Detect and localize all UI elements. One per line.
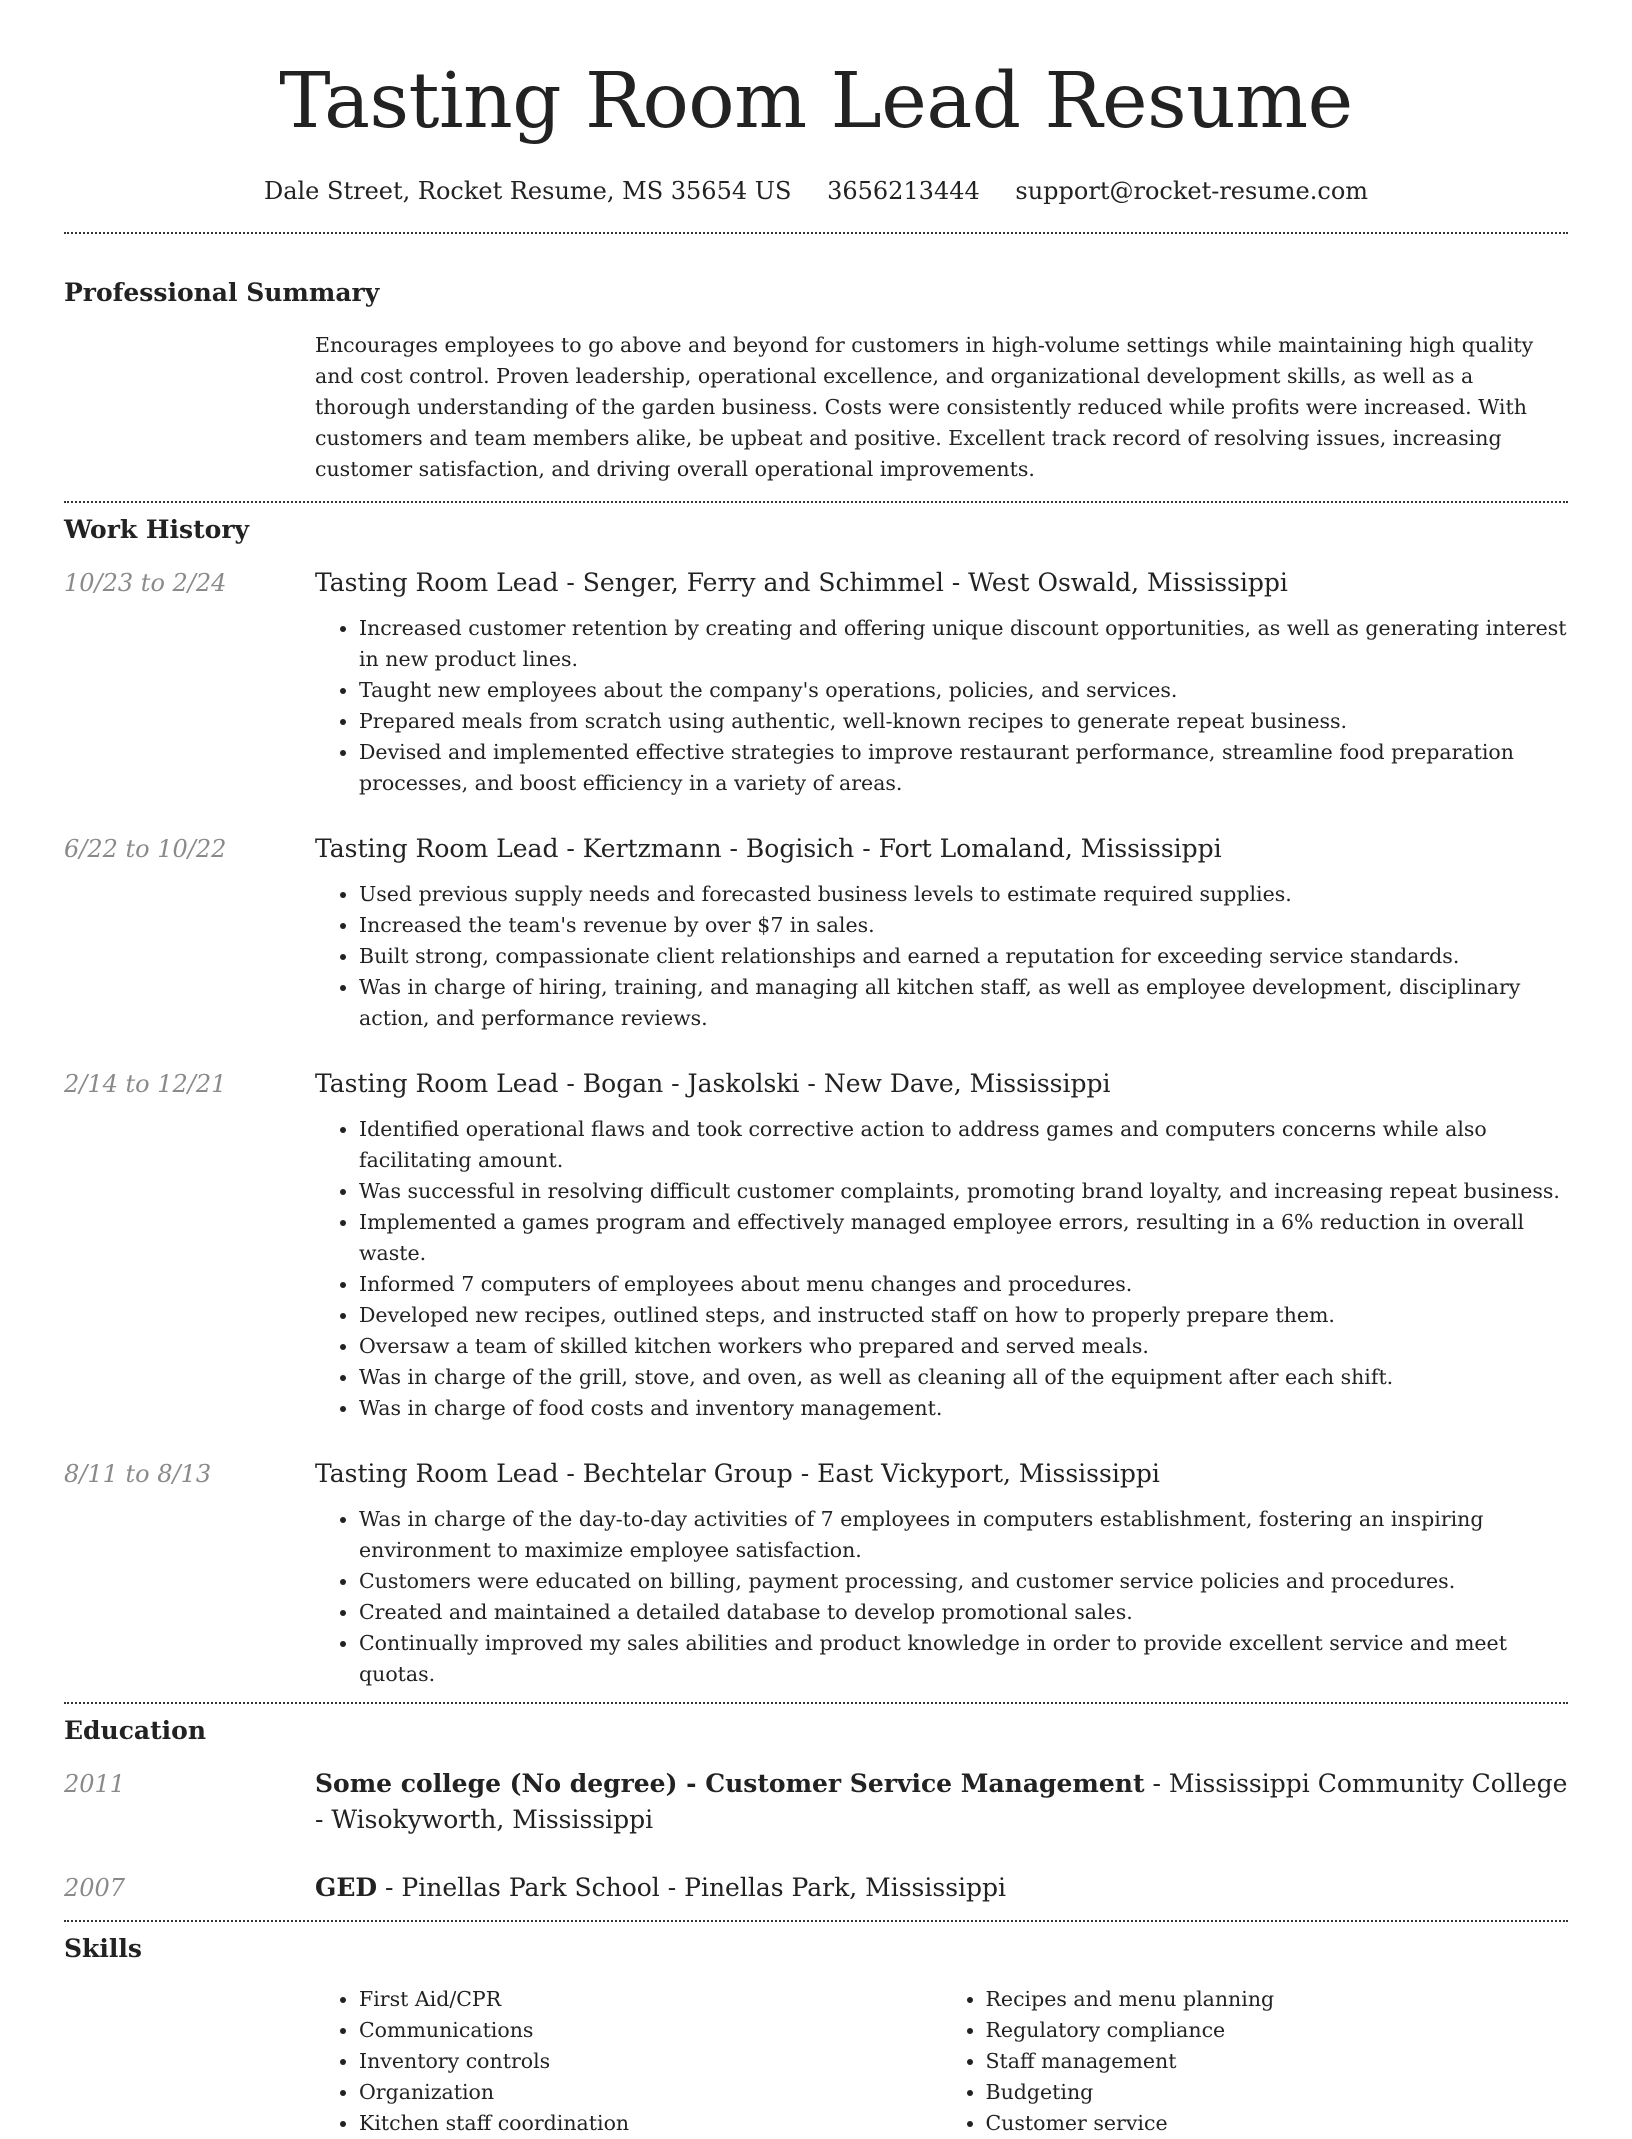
- bullet-item: • Identified operational flaws and took corrective action to address games and computers concerns while also facilitating amount.: [359, 1114, 1568, 1176]
- bullet-item: • Used previous supply needs and forecasted business levels to estimate required supplies.: [359, 879, 1568, 910]
- job-title: Tasting Room Lead - Senger, Ferry and Schimmel - West Oswald, Mississippi: [315, 568, 1288, 597]
- summary-heading: Professional Summary: [64, 278, 380, 307]
- job-title: Tasting Room Lead - Bogan - Jaskolski - New Dave, Mississippi: [315, 1069, 1111, 1098]
- job-entry: [64, 1066, 1568, 1424]
- education-title: [315, 1766, 1568, 1838]
- bullet-item: • Taught new employees about the company's operations, policies, and services.: [359, 675, 1568, 706]
- bullet-item: • Customers were educated on billing, payment processing, and customer service policies and procedures.: [359, 1566, 1568, 1597]
- job-title: Tasting Room Lead - Bechtelar Group - East Vickyport, Mississippi: [315, 1459, 1160, 1488]
- education-entry: [64, 1766, 1568, 1838]
- bullet-item: • Was in charge of hiring, training, and managing all kitchen staff, as well as employee development, disciplinary action, and performance reviews.: [359, 972, 1568, 1034]
- skills-heading: Skills: [64, 1934, 142, 1963]
- resume-page: [64, 0, 1568, 2139]
- contact-email: support@rocket-resume.com: [1015, 177, 1369, 205]
- skill-item: • Inventory controls: [359, 2046, 942, 2077]
- job-title: Tasting Room Lead - Kertzmann - Bogisich - Fort Lomaland, Mississippi: [315, 834, 1222, 863]
- bullet-item: • Was successful in resolving difficult customer complaints, promoting brand loyalty, and increasing repeat business.: [359, 1176, 1568, 1207]
- skill-item: • Staff management: [986, 2046, 1569, 2077]
- divider: [64, 232, 1568, 234]
- skill-item: • Organization: [359, 2077, 942, 2108]
- contact-phone: 3656213444: [827, 177, 980, 205]
- bullet-item: • Increased the team's revenue by over $7 in sales.: [359, 910, 1568, 941]
- divider: [64, 1702, 1568, 1704]
- education-degree: Some college (No degree) - Customer Service Management: [315, 1769, 1145, 1798]
- job-bullets: [315, 613, 1568, 799]
- skill-item: • First Aid/CPR: [359, 1984, 942, 2015]
- summary-text: Encourages employees to go above and beyond for customers in high-volume settings while maintaining high quality and cost control. Proven leadership, operational excellence, and organizational development skills, as well as a thorough understanding of the garden business. Costs were consistently reduced while profits were increased. With customers and team members alike, be upbeat and positive. Excellent track record of resolving issues, increasing customer satisfaction, and driving overall operational improvements.: [315, 333, 1534, 481]
- bullet-item: • Built strong, compassionate client relationships and earned a reputation for exceeding service standards.: [359, 941, 1568, 972]
- education-degree: GED: [315, 1873, 378, 1902]
- divider: [64, 1920, 1568, 1922]
- contact-line: [64, 173, 1568, 209]
- job-dates: 8/11 to 8/13: [64, 1460, 212, 1488]
- bullet-item: • Implemented a games program and effectively managed employee errors, resulting in a 6% reduction in overall waste.: [359, 1207, 1568, 1269]
- skill-item: • Budgeting: [986, 2077, 1569, 2108]
- education-heading: Education: [64, 1716, 207, 1745]
- bullet-item: • Was in charge of the grill, stove, and oven, as well as cleaning all of the equipment after each shift.: [359, 1362, 1568, 1393]
- job-bullets: [315, 879, 1568, 1034]
- education-date: 2011: [64, 1770, 126, 1798]
- education-school: - Pinellas Park School - Pinellas Park, Mississippi: [377, 1873, 1007, 1902]
- work-history-heading: Work History: [64, 515, 250, 544]
- contact-address: Dale Street, Rocket Resume, MS 35654 US: [263, 177, 792, 205]
- skill-item: • Customer service: [986, 2108, 1569, 2139]
- divider: [64, 501, 1568, 503]
- bullet-item: • Was in charge of the day-to-day activities of 7 employees in computers establishment, fostering an inspiring environment to maximize employee satisfaction.: [359, 1504, 1568, 1566]
- education-title: [315, 1870, 1568, 1906]
- skill-item: • Regulatory compliance: [986, 2015, 1569, 2046]
- job-dates: 6/22 to 10/22: [64, 835, 227, 863]
- skills-list: [315, 1984, 1568, 2139]
- job-bullets: [315, 1504, 1568, 1690]
- bullet-item: • Continually improved my sales abilities and product knowledge in order to provide excellent service and meet quotas.: [359, 1628, 1568, 1690]
- bullet-item: • Was in charge of food costs and inventory management.: [359, 1393, 1568, 1424]
- skills-column-left: [315, 1984, 942, 2139]
- education-school: - Mississippi Community College - Wisokyworth, Mississippi: [315, 1769, 1568, 1834]
- job-entry: [64, 1456, 1568, 1690]
- skill-item: • Recipes and menu planning: [986, 1984, 1569, 2015]
- skill-item: • Kitchen staff coordination: [359, 2108, 942, 2139]
- skill-item: • Communications: [359, 2015, 942, 2046]
- job-dates: 10/23 to 2/24: [64, 569, 227, 597]
- bullet-item: • Increased customer retention by creating and offering unique discount opportunities, as well as generating interest in new product lines.: [359, 613, 1568, 675]
- resume-title: Tasting Room Lead Resume: [279, 57, 1353, 146]
- bullet-item: • Developed new recipes, outlined steps, and instructed staff on how to properly prepare them.: [359, 1300, 1568, 1331]
- job-entry: [64, 565, 1568, 799]
- bullet-item: • Created and maintained a detailed database to develop promotional sales.: [359, 1597, 1568, 1628]
- bullet-item: • Prepared meals from scratch using authentic, well-known recipes to generate repeat business.: [359, 706, 1568, 737]
- bullet-item: • Oversaw a team of skilled kitchen workers who prepared and served meals.: [359, 1331, 1568, 1362]
- job-dates: 2/14 to 12/21: [64, 1070, 227, 1098]
- education-date: 2007: [64, 1874, 126, 1902]
- education-entry: [64, 1870, 1568, 1906]
- bullet-item: • Informed 7 computers of employees about menu changes and procedures.: [359, 1269, 1568, 1300]
- job-entry: [64, 831, 1568, 1034]
- bullet-item: • Devised and implemented effective strategies to improve restaurant performance, streamline food preparation processes, and boost efficiency in a variety of areas.: [359, 737, 1568, 799]
- skills-column-right: [942, 1984, 1569, 2139]
- job-bullets: [315, 1114, 1568, 1424]
